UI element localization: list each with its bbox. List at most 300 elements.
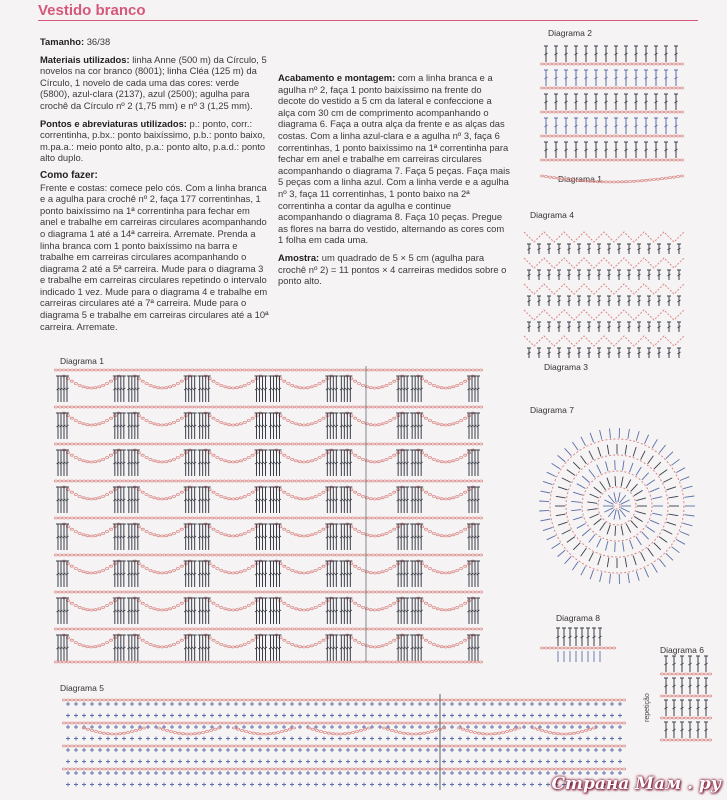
cross-mark <box>306 702 310 706</box>
chain-mark <box>306 535 309 537</box>
cross-mark <box>242 702 246 706</box>
cross-mark <box>338 714 342 718</box>
radial-stitch <box>680 477 689 481</box>
radial-stitch <box>654 543 661 550</box>
chain-mark <box>107 369 110 371</box>
chain-mark <box>542 745 545 747</box>
chain-mark <box>578 699 581 701</box>
chain-mark <box>251 628 254 630</box>
chain-mark <box>335 554 338 556</box>
zigzag-mark <box>524 284 684 294</box>
chain-mark <box>608 135 611 137</box>
chain-mark <box>259 628 262 630</box>
chain-mark <box>159 406 162 408</box>
stitch-mark <box>62 413 66 439</box>
cross-mark <box>586 702 590 706</box>
cross-mark <box>298 737 302 741</box>
chain-mark <box>399 480 402 482</box>
chain-mark <box>143 406 146 408</box>
chain-mark <box>616 87 619 89</box>
diagram-8-label: Diagrama 8 <box>556 613 600 623</box>
chain-mark <box>451 480 454 482</box>
chain-mark <box>379 591 382 593</box>
chain-mark <box>149 384 152 386</box>
chain-mark <box>660 739 663 741</box>
chain-mark <box>415 628 418 630</box>
radial-stitch <box>581 456 587 464</box>
chain-mark <box>215 406 218 408</box>
cross-mark <box>242 760 246 764</box>
chain-mark <box>436 497 439 499</box>
chain-mark <box>74 699 77 701</box>
chain-mark <box>250 745 253 747</box>
chain-mark <box>263 554 266 556</box>
chain-mark <box>242 699 245 701</box>
chain-mark <box>574 722 577 724</box>
chain-mark <box>94 609 97 611</box>
diagram-5-label: Diagrama 5 <box>60 683 104 693</box>
chain-mark <box>103 591 106 593</box>
stitch-mark <box>568 628 572 646</box>
cross-mark <box>498 783 502 787</box>
chain-mark <box>570 768 573 770</box>
chain-mark <box>556 177 559 179</box>
chain-mark <box>122 768 125 770</box>
chain-mark <box>267 406 270 408</box>
chain-mark <box>560 63 563 65</box>
chain-mark <box>393 417 396 419</box>
chain-mark <box>632 135 635 137</box>
chain-mark <box>54 591 57 593</box>
radial-stitch <box>607 557 609 567</box>
chain-mark <box>295 661 298 663</box>
chain-mark <box>318 722 321 724</box>
chain-mark <box>139 443 142 445</box>
stitch-mark <box>62 635 66 661</box>
chain-mark <box>486 745 489 747</box>
chain-mark <box>391 406 394 408</box>
chain-mark <box>688 739 691 741</box>
chain-mark <box>394 699 397 701</box>
chain-mark <box>456 606 459 608</box>
radial-stitch <box>540 491 550 493</box>
chain-mark <box>299 443 302 445</box>
stitch-mark <box>544 70 548 86</box>
chain-mark <box>154 768 157 770</box>
stitch-mark <box>133 524 137 550</box>
chain-mark <box>58 443 61 445</box>
chain-mark <box>447 369 450 371</box>
cross-mark <box>218 783 222 787</box>
chain-mark <box>194 745 197 747</box>
chain-mark <box>310 460 313 462</box>
chain-mark <box>407 443 410 445</box>
stitch-mark <box>258 450 262 476</box>
chain-mark <box>556 647 559 649</box>
chain-mark <box>463 517 466 519</box>
chain-mark <box>247 531 250 533</box>
chain-mark <box>386 768 389 770</box>
chain-mark <box>163 369 166 371</box>
stitch-mark <box>133 376 137 402</box>
cross-mark <box>186 714 190 718</box>
cross-mark <box>242 725 246 729</box>
chain-mark <box>430 699 433 701</box>
chain-mark <box>238 768 241 770</box>
radial-stitch <box>652 513 662 515</box>
stitch-mark <box>193 598 197 624</box>
chain-mark <box>478 768 481 770</box>
chain-mark <box>379 480 382 482</box>
cross-mark <box>610 737 614 741</box>
stitch-mark <box>674 94 678 110</box>
chain-mark <box>385 643 388 645</box>
cross-mark <box>154 760 158 764</box>
chain-mark <box>183 591 186 593</box>
size-label: Tamanho: <box>40 36 85 47</box>
chain-mark <box>314 495 317 497</box>
chain-mark <box>195 661 198 663</box>
chain-mark <box>159 443 162 445</box>
chain-mark <box>139 406 142 408</box>
radial-stitch <box>567 470 575 476</box>
chain-mark <box>334 722 337 724</box>
chain-mark <box>83 554 86 556</box>
cross-mark <box>146 783 150 787</box>
chain-mark <box>182 768 185 770</box>
stitch-mark <box>416 561 420 587</box>
chain-mark <box>98 386 101 388</box>
chain-mark <box>501 732 504 734</box>
cross-mark <box>362 714 366 718</box>
chain-mark <box>178 745 181 747</box>
chain-mark <box>379 406 382 408</box>
chain-mark <box>232 572 235 574</box>
chain-mark <box>322 454 325 456</box>
stitch-mark <box>405 487 409 513</box>
chain-mark <box>618 768 621 770</box>
chain-mark <box>403 628 406 630</box>
chain-mark <box>198 722 201 724</box>
stitch-mark <box>587 296 591 306</box>
stitch-mark <box>664 46 668 62</box>
chain-mark <box>331 443 334 445</box>
chain-mark <box>419 628 422 630</box>
title-rule <box>38 20 698 21</box>
chain-mark <box>295 443 298 445</box>
stitch-mark <box>704 722 708 738</box>
chain-mark <box>90 646 93 648</box>
chain-mark <box>594 745 597 747</box>
chain-mark <box>536 728 539 730</box>
chain-mark <box>235 498 238 500</box>
chain-mark <box>266 699 269 701</box>
chain-mark <box>462 768 465 770</box>
chain-mark <box>322 639 325 641</box>
chain-mark <box>358 605 361 607</box>
chain-mark <box>387 554 390 556</box>
chain-mark <box>326 745 329 747</box>
cross-mark <box>98 737 102 741</box>
chain-mark <box>403 406 406 408</box>
chain-mark <box>224 497 227 499</box>
chain-mark <box>467 591 470 593</box>
cross-mark <box>442 737 446 741</box>
chain-mark <box>622 699 625 701</box>
chain-mark <box>135 591 138 593</box>
chain-mark <box>287 494 290 496</box>
chain-mark <box>369 535 372 537</box>
chain-mark <box>620 159 623 161</box>
chain-mark <box>562 699 565 701</box>
cross-mark <box>418 725 422 729</box>
chain-mark <box>498 768 501 770</box>
chain-mark <box>70 745 73 747</box>
chain-mark <box>588 647 591 649</box>
chain-mark <box>383 591 386 593</box>
chain-mark <box>612 159 615 161</box>
chain-mark <box>183 554 186 556</box>
cross-mark <box>434 760 438 764</box>
chain-mark <box>109 491 112 493</box>
stitch-mark <box>184 598 188 624</box>
chain-mark <box>497 732 500 734</box>
stitch-mark <box>467 450 471 476</box>
cross-mark <box>530 783 534 787</box>
chain-mark <box>363 728 366 730</box>
chain-mark <box>558 699 561 701</box>
chain-mark <box>448 498 451 500</box>
chain-mark <box>470 722 473 724</box>
chain-mark <box>219 628 222 630</box>
chain-mark <box>279 480 282 482</box>
chain-mark <box>498 745 501 747</box>
chain-mark <box>358 722 361 724</box>
chain-mark <box>109 528 112 530</box>
chain-mark <box>354 565 357 567</box>
stitch-mark <box>272 413 276 439</box>
chain-mark <box>574 745 577 747</box>
stitch-mark <box>201 561 205 587</box>
chain-mark <box>255 591 258 593</box>
chain-mark <box>509 729 512 731</box>
chain-mark <box>350 768 353 770</box>
chain-mark <box>111 628 114 630</box>
stitch-mark <box>470 561 474 587</box>
cross-mark <box>538 748 542 752</box>
cross-mark <box>82 760 86 764</box>
chain-mark <box>323 443 326 445</box>
chain-mark <box>578 745 581 747</box>
cross-mark <box>130 714 134 718</box>
cross-mark <box>618 737 622 741</box>
chain-mark <box>306 768 309 770</box>
cross-mark <box>450 702 454 706</box>
cross-mark <box>538 771 542 775</box>
stitch-mark <box>467 524 471 550</box>
cross-mark <box>514 771 518 775</box>
cross-mark <box>74 771 78 775</box>
chain-mark <box>542 722 545 724</box>
chain-mark <box>672 87 675 89</box>
radial-stitch <box>606 541 609 551</box>
chain-mark <box>478 722 481 724</box>
stitch-mark <box>674 118 678 134</box>
chain-mark <box>318 568 321 570</box>
chain-ring <box>550 439 684 573</box>
chain-mark <box>652 179 655 181</box>
stitch-mark <box>187 413 191 439</box>
chain-mark <box>247 605 250 607</box>
chain-mark <box>119 591 122 593</box>
chain-mark <box>62 628 65 630</box>
chain-mark <box>395 443 398 445</box>
chain-mark <box>127 661 130 663</box>
chain-mark <box>162 722 165 724</box>
chain-mark <box>656 178 659 180</box>
chain-mark <box>167 591 170 593</box>
cross-mark <box>506 771 510 775</box>
stitch-mark <box>467 635 471 661</box>
chain-mark <box>278 745 281 747</box>
cross-mark <box>346 725 350 729</box>
chain-mark <box>199 628 202 630</box>
chain-mark <box>295 628 298 630</box>
chain-mark <box>393 639 396 641</box>
chain-mark <box>419 554 422 556</box>
chain-mark <box>271 406 274 408</box>
chain-mark <box>274 768 277 770</box>
chain-mark <box>91 480 94 482</box>
chain-mark <box>111 591 114 593</box>
chain-mark <box>371 443 374 445</box>
cross-mark <box>530 702 534 706</box>
chain-mark <box>298 699 301 701</box>
stitch-mark <box>667 270 671 280</box>
chain-mark <box>94 646 97 648</box>
stitch-mark <box>56 450 60 476</box>
chain-mark <box>423 628 426 630</box>
radial-stitch <box>558 455 566 462</box>
chain-mark <box>82 423 85 425</box>
chain-mark <box>399 591 402 593</box>
chain-mark <box>83 628 86 630</box>
chain-mark <box>708 695 711 697</box>
chain-mark <box>102 384 105 386</box>
chain-mark <box>98 768 101 770</box>
chain-mark <box>411 591 414 593</box>
chain-mark <box>444 535 447 537</box>
chain-mark <box>291 591 294 593</box>
chain-mark <box>118 699 121 701</box>
chain-mark <box>455 554 458 556</box>
radial-stitch <box>676 539 685 544</box>
stitch-mark <box>467 487 471 513</box>
chain-mark <box>90 387 93 389</box>
chain-mark <box>459 517 462 519</box>
chain-mark <box>343 554 346 556</box>
chain-mark <box>548 176 551 178</box>
cross-mark <box>218 702 222 706</box>
stitch-mark <box>624 94 628 110</box>
chain-mark <box>159 554 162 556</box>
stitch-mark <box>334 376 338 402</box>
stitch-mark <box>345 413 349 439</box>
cross-mark <box>490 748 494 752</box>
cross-mark <box>402 737 406 741</box>
chain-mark <box>66 745 69 747</box>
stitch-mark <box>696 722 700 738</box>
chain-mark <box>86 387 89 389</box>
chain-mark <box>294 745 297 747</box>
chain-mark <box>102 458 105 460</box>
chain-mark <box>70 768 73 770</box>
chain-mark <box>608 111 611 113</box>
chain-mark <box>195 591 198 593</box>
chain-mark <box>210 768 213 770</box>
cross-mark <box>330 760 334 764</box>
chain-mark <box>58 554 61 556</box>
chain-mark <box>402 745 405 747</box>
chain-mark <box>219 554 222 556</box>
chain-mark <box>219 661 222 663</box>
chain-mark <box>167 369 170 371</box>
cross-mark <box>530 748 534 752</box>
chain-mark <box>243 384 246 386</box>
stitch-mark <box>275 376 279 402</box>
stitch-mark <box>119 487 123 513</box>
chain-mark <box>178 722 181 724</box>
chain-mark <box>187 554 190 556</box>
chain-mark <box>489 733 492 735</box>
chain-mark <box>220 458 223 460</box>
chain-mark <box>382 745 385 747</box>
chain-mark <box>610 745 613 747</box>
cross-mark <box>562 714 566 718</box>
chain-mark <box>371 628 374 630</box>
chain-mark <box>464 417 467 419</box>
chain-mark <box>314 421 317 423</box>
radial-stitch <box>668 514 678 516</box>
stitch-mark <box>594 142 598 158</box>
chain-mark <box>359 517 362 519</box>
chain-mark <box>534 699 537 701</box>
chain-mark <box>668 159 671 161</box>
chain-mark <box>436 645 439 647</box>
chain-mark <box>224 386 227 388</box>
finishing-text: com a linha branca e a agulha nº 2, faça 1 ponto baixíssimo na frente do decote do vestido a 5 cm da lateral e confeccione a alça com 30 cm de comprimento acompanhando o diagrama 6. Faça a outra alça da frente e as alças das costas. Com a linha azul-clara e a agulha nº 3, faça 6 correntinhas, 1 ponto baixíssimo na 1ª correntinha para fechar em anel e trabalhe em carreiras circulares acompanhando o diagrama 7. Faça 5 peças. Faça mais 5 peças com a linha azul. Com a linha verde e a agulha nº 3, faça 11 correntinhas, 1 ponto baixo na 2ª correntinha a contar da agulha e continue acompanhando o diagrama 8. Faça 10 peças. Pregue as flores na barra do vestido, alternando as cores com 1 folha em cada uma. <box>278 72 510 246</box>
chain-mark <box>151 443 154 445</box>
chain-mark <box>407 517 410 519</box>
cross-mark <box>490 737 494 741</box>
chain-mark <box>197 732 200 734</box>
stitch-mark <box>473 487 477 513</box>
cross-mark <box>602 748 606 752</box>
chain-mark <box>411 406 414 408</box>
chain-mark <box>135 554 138 556</box>
chain-mark <box>283 628 286 630</box>
cross-mark <box>226 714 230 718</box>
cross-mark <box>146 702 150 706</box>
cross-mark <box>202 748 206 752</box>
cross-mark <box>434 725 438 729</box>
stitch-mark <box>587 348 591 358</box>
chain-mark <box>414 722 417 724</box>
chain-mark <box>660 87 663 89</box>
chain-mark <box>556 159 559 161</box>
stitch-mark <box>275 635 279 661</box>
stitch-mark <box>470 376 474 402</box>
